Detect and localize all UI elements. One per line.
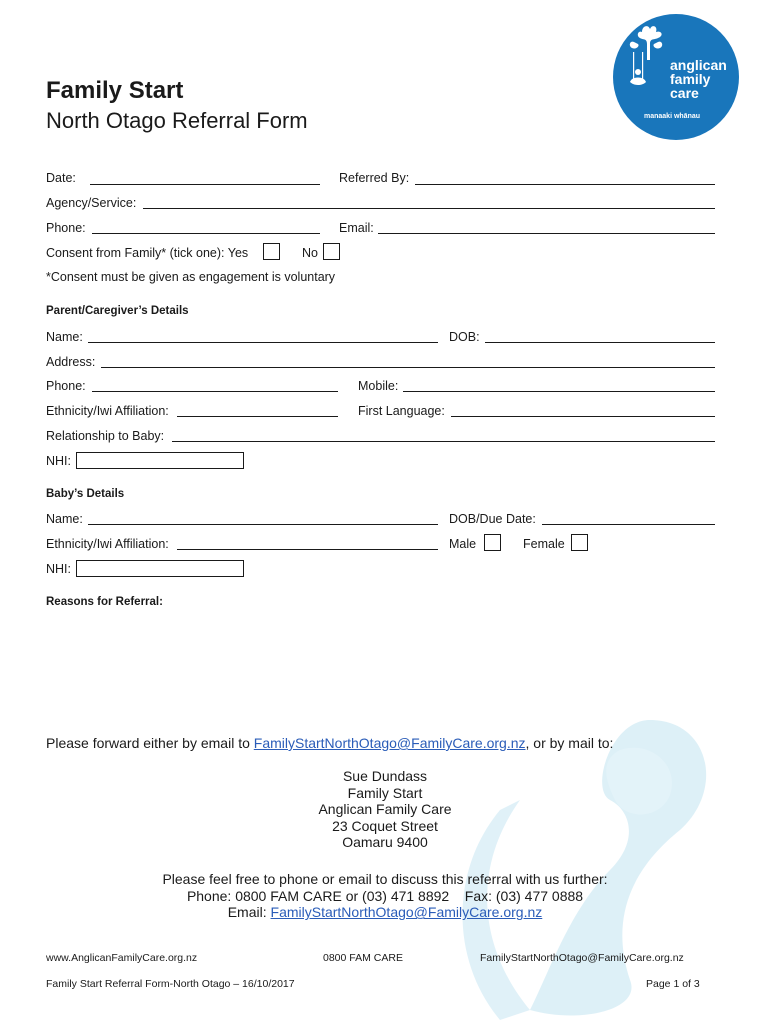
logo-tagline: manaaki whānau xyxy=(644,113,701,120)
email-label: Email: xyxy=(339,221,374,235)
form-subtitle: North Otago Referral Form xyxy=(46,108,308,133)
footer-form-name: Family Start Referral Form-North Otago – 16/10/2017 xyxy=(46,978,295,990)
parent-ethnicity-label: Ethnicity/Iwi Affiliation: xyxy=(46,404,169,418)
contact-email-prefix: Email: xyxy=(227,904,271,921)
baby-section-heading: Baby’s Details xyxy=(46,488,125,500)
parent-dob-field[interactable] xyxy=(485,342,715,343)
relationship-field[interactable] xyxy=(172,441,715,442)
relationship-label: Relationship to Baby: xyxy=(46,429,165,443)
address-line: Family Start xyxy=(347,784,423,801)
forward-email-link[interactable]: FamilyStartNorthOtago@FamilyCare.org.nz xyxy=(253,735,526,751)
address-line: Anglican Family Care xyxy=(318,801,452,818)
consent-note: *Consent must be given as engagement is voluntary xyxy=(46,270,336,284)
footer-email[interactable]: FamilyStartNorthOtago@FamilyCare.org.nz xyxy=(480,952,684,964)
parent-name-field[interactable] xyxy=(88,342,438,343)
agency-label: Agency/Service: xyxy=(46,196,137,210)
mailing-address xyxy=(0,768,770,851)
parent-nhi-field[interactable] xyxy=(76,452,244,469)
reasons-area[interactable] xyxy=(46,614,715,724)
form-title: Family Start xyxy=(46,77,184,104)
mobile-field[interactable] xyxy=(403,391,715,392)
logo-text-line1: anglican xyxy=(670,57,727,73)
consent-no-checkbox[interactable] xyxy=(323,243,340,260)
baby-name-label: Name: xyxy=(46,512,83,526)
logo-text-line3: care xyxy=(670,85,699,101)
phone-label: Phone: xyxy=(46,221,86,235)
parent-phone-label: Phone: xyxy=(46,379,86,393)
date-label: Date: xyxy=(46,171,76,185)
address-line: Sue Dundass xyxy=(342,768,428,784)
date-field[interactable] xyxy=(90,184,320,185)
parent-dob-label: DOB: xyxy=(449,330,480,344)
baby-nhi-field[interactable] xyxy=(76,560,244,577)
first-language-label: First Language: xyxy=(358,404,445,418)
parent-nhi-label: NHI: xyxy=(46,454,71,468)
footer-phone: 0800 FAM CARE xyxy=(323,952,403,964)
baby-ethnicity-label: Ethnicity/Iwi Affiliation: xyxy=(46,537,169,551)
contact-line-3 xyxy=(0,904,770,921)
parent-name-label: Name: xyxy=(46,330,83,344)
baby-dob-field[interactable] xyxy=(542,524,715,525)
contact-line-1: Please feel free to phone or email to discuss this referral with us further: xyxy=(162,871,608,887)
footer-page-number: Page 1 of 3 xyxy=(646,978,700,990)
parent-phone-field[interactable] xyxy=(92,391,338,392)
first-language-field[interactable] xyxy=(451,416,715,417)
male-label: Male xyxy=(449,537,477,551)
referred-by-label: Referred By: xyxy=(339,171,410,185)
female-checkbox[interactable] xyxy=(571,534,588,551)
agency-field[interactable] xyxy=(143,208,715,209)
consent-no-label: No xyxy=(302,246,318,260)
address-line: Oamaru 9400 xyxy=(342,834,428,851)
referred-by-field[interactable] xyxy=(415,184,715,185)
footer-website[interactable]: www.AnglicanFamilyCare.org.nz xyxy=(46,952,198,964)
parent-ethnicity-field[interactable] xyxy=(177,416,338,417)
contact-line-2: Phone: 0800 FAM CARE or (03) 471 8892 Fax: (03) 477 0888 xyxy=(186,887,584,904)
phone-field[interactable] xyxy=(92,233,320,234)
address-label: Address: xyxy=(46,355,96,369)
baby-nhi-label: NHI: xyxy=(46,562,71,576)
forward-suffix: , or by mail to: xyxy=(525,735,614,751)
forward-instructions xyxy=(46,735,613,751)
contact-email-link[interactable]: FamilyStartNorthOtago@FamilyCare.org.nz xyxy=(270,904,543,921)
address-field[interactable] xyxy=(101,367,715,368)
logo-text-line2: family xyxy=(670,71,711,87)
baby-name-field[interactable] xyxy=(88,524,438,525)
consent-yes-checkbox[interactable] xyxy=(263,243,280,260)
address-line: 23 Coquet Street xyxy=(332,817,438,834)
baby-dob-label: DOB/Due Date: xyxy=(449,512,536,526)
consent-label: Consent from Family* (tick one): Yes xyxy=(46,246,249,260)
female-label: Female xyxy=(523,537,565,551)
male-checkbox[interactable] xyxy=(484,534,501,551)
forward-prefix: Please forward either by email to xyxy=(46,735,254,751)
contact-block xyxy=(0,871,770,921)
anglican-family-care-logo xyxy=(608,14,744,140)
mobile-label: Mobile: xyxy=(358,379,399,393)
email-field[interactable] xyxy=(378,233,715,234)
baby-ethnicity-field[interactable] xyxy=(177,549,438,550)
parent-section-heading: Parent/Caregiver’s Details xyxy=(46,305,189,317)
reasons-heading: Reasons for Referral: xyxy=(46,596,163,608)
